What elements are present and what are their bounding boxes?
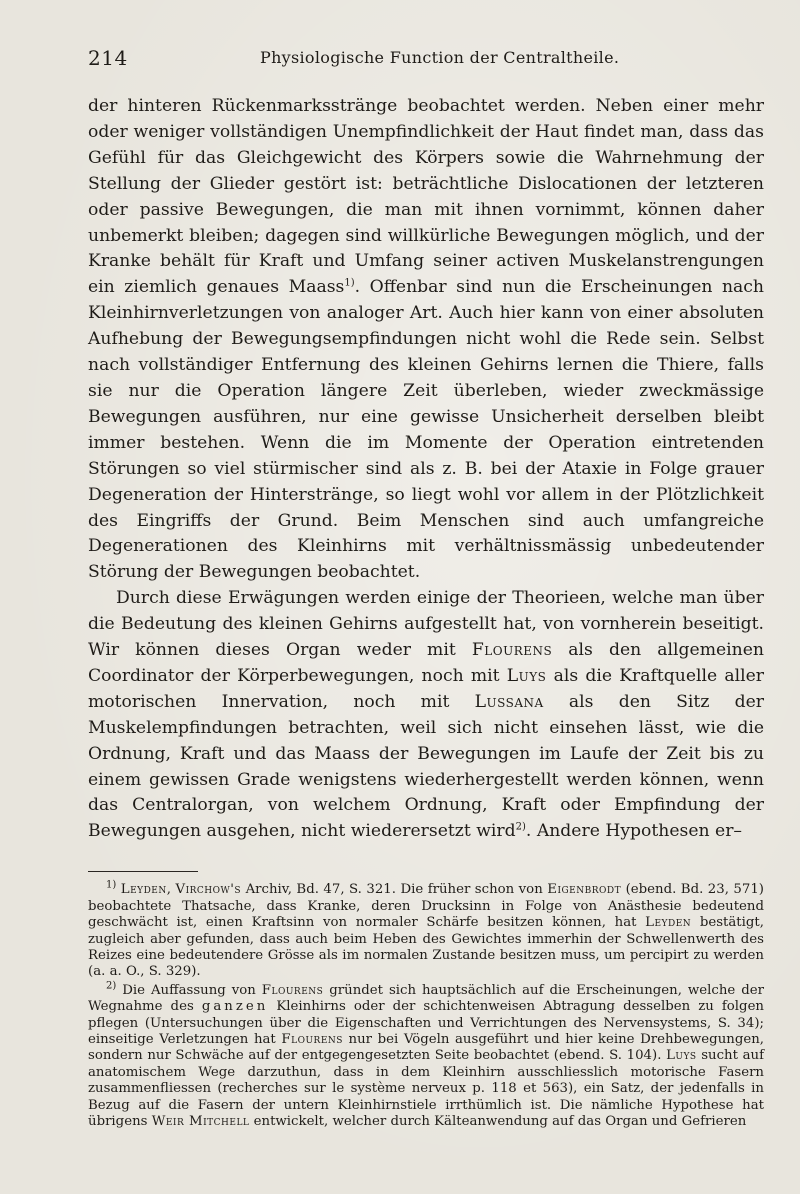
footnote-2-text-f: entwickelt, welcher durch Kälteanwendung auf das Organ und Gefrieren [249, 1113, 747, 1129]
footnote-2-name-weir-mitchell: Weir Mitchell [151, 1113, 250, 1129]
footnote-2-name-luys: Luys [666, 1048, 697, 1064]
paragraph-2-text-c: als die Kraftquelle aller motorischen Innervation, noch mit [88, 665, 765, 712]
footnote-2-text-e: sucht auf anatomischem Wege darzuthun, dass in dem Kleinhirn ausschliesslich motorische Fasern zusammenfliessen (recherches sur le système nerveux p. 118 et 563), ein Satz, der jedenfalls in Bezug auf die Fasern der untern Kleinhirnstiele irrthümlich ist. Die nämliche Hypothese hat übrigens [88, 1048, 764, 1129]
footnote-1-name-virchow: Virchow's [175, 882, 242, 898]
footnote-2-text-b: gründet sich hauptsächlich auf die Erscheinungen, welche der Wegnahme des [88, 982, 764, 1015]
page-header [88, 44, 764, 82]
footnote-2-text-c: Kleinhirns oder der schichtenweisen Abtragung desselben zu folgen pflegen (Untersuchungen über die Eigenschaften und Verrichtungen des Nervensystems, S. 34); einseitige Verletzungen hat [88, 999, 764, 1047]
page-number: 214 [88, 46, 128, 70]
footnote-2-marker: 2) [106, 980, 117, 992]
footnote-1-text-a: , [166, 882, 176, 898]
paragraph-2-text-b: als den allgemeinen Coordinator der Körperbewegungen, noch mit [88, 640, 764, 686]
footnote-1-text-c: (ebend. Bd. 23, 571) beobachtete Thatsache, dass Kranke, deren Drucksinn in Folge von Anästhesie bedeutend geschwächt ist, einen Kraftsinn von normaler Schärfe besitzen können, hat [88, 882, 764, 931]
footnote-1-marker: 1) [106, 879, 117, 891]
footnote-1-name-leyden-2: Leyden [645, 915, 692, 931]
paragraph-1-text-a: der hinteren Rückenmarksstränge beobachtet werden. Neben einer mehr oder weniger vollständigen Unempfindlichkeit der Haut findet man, dass das Gefühl für das Gleichgewicht des Körpers sowie die Wahrnehmung der Stellung der Glieder gestört ist: beträchtliche Dislocationen der letzteren oder passive Bewegungen, die man mit ihnen vornimmt, können daher unbemerkt bleiben; dagegen sind willkürliche Bewegungen möglich, und der Kranke behält für Kraft und Umfang seiner activen Muskelanstrengungen ein ziemlich genaues Maass [88, 96, 764, 298]
footnote-2 [88, 980, 764, 1131]
author-name-flourens: Flourens [471, 640, 553, 661]
footnote-1-name-leyden: Leyden [120, 882, 167, 898]
footnote-1 [88, 879, 764, 980]
footnotes [88, 879, 764, 1130]
author-name-luys: Luys [506, 665, 547, 686]
running-head: Physiologische Function der Centraltheile. [260, 48, 620, 67]
paragraph-2-text-d: als den Sitz der Muskelempfindungen betrachten, weil sich nicht einsehen lässt, wie die Ordnung, Kraft und das Maass der Bewegungen im Laufe der Zeit bis zu einem gewissen Grade wenigstens wiederhergestellt werden können, wenn das Centralorgan, von welchem Ordnung, Kraft oder Empfindung der Bewegungen ausgehen, nicht wiederersetzt wird [88, 691, 764, 842]
footnote-ref-2: 2) [515, 821, 526, 833]
author-name-lussana: Lussana [474, 691, 544, 712]
paragraph-1-text-b: . Offenbar sind nun die Erscheinungen nach Kleinhirnverletzungen von analoger Art. Auch hier kann von einer absoluten Aufhebung der Bewegungsempfindungen nicht wohl die Rede sein. Selbst nach vollständiger Entfernung des kleinen Gehirns lernen die Thiere, falls sie nur die Operation längere Zeit überleben, wieder zweckmässige Bewegungen ausführen, nur eine gewisse Unsicherheit derselben bleibt immer bestehen. Wenn die im Momente der Operation eintretenden Störungen so viel stürmischer sind als z. B. bei der Ataxie in Folge grauer Degeneration der Hinterstränge, so liegt wohl vor allem in der Plötzlichkeit des Eingriffs der Grund. Beim Menschen sind auch umfangreiche Degenerationen des Kleinhirns mit verhältnissmässig unbedeutender Störung der Bewegungen beobachtet. [88, 277, 765, 583]
footnote-divider [88, 871, 198, 872]
paragraph-2-text-a: Durch diese Erwägungen werden einige der Theorieen, welche man über die Bedeutung des kleinen Gehirns aufgestellt hat, von vornherein beseitigt. Wir können dieses Organ weder mit [88, 588, 764, 661]
footnote-2-name-flourens: Flourens [261, 982, 324, 998]
footnote-1-text-d: bestätigt, zugleich aber gefunden, dass auch beim Heben des Gewichtes immerhin der Schwellenwerth des Reizes eine bedeutendere Grösse als im normalen Zustande besitzen muss, um percipirt zu werden (a. a. O., S. 329). [88, 915, 764, 980]
footnote-ref-1: 1) [344, 277, 355, 289]
paragraph-2-text-e: . Andere Hypothesen er– [525, 821, 743, 842]
footnote-1-name-eigenbrodt: Eigenbrodt [547, 882, 622, 898]
footnote-2-spaced-word: ganzen [201, 999, 269, 1015]
footnote-2-text-a: Die Auffassung von [116, 982, 262, 998]
footnote-2-text-d: nur bei Vögeln ausgeführt und hier keine Drehbewegungen, sondern nur Schwäche auf der entgegengesetzten Seite beobachtet (ebend. S. 104). [88, 1031, 764, 1064]
main-text [88, 94, 764, 845]
paragraph-2 [88, 586, 764, 845]
footnote-2-name-flourens-2: Flourens [281, 1031, 343, 1047]
paragraph-1 [88, 94, 764, 586]
footnote-1-text-b: Archiv, Bd. 47, S. 321. Die früher schon von [241, 882, 548, 898]
